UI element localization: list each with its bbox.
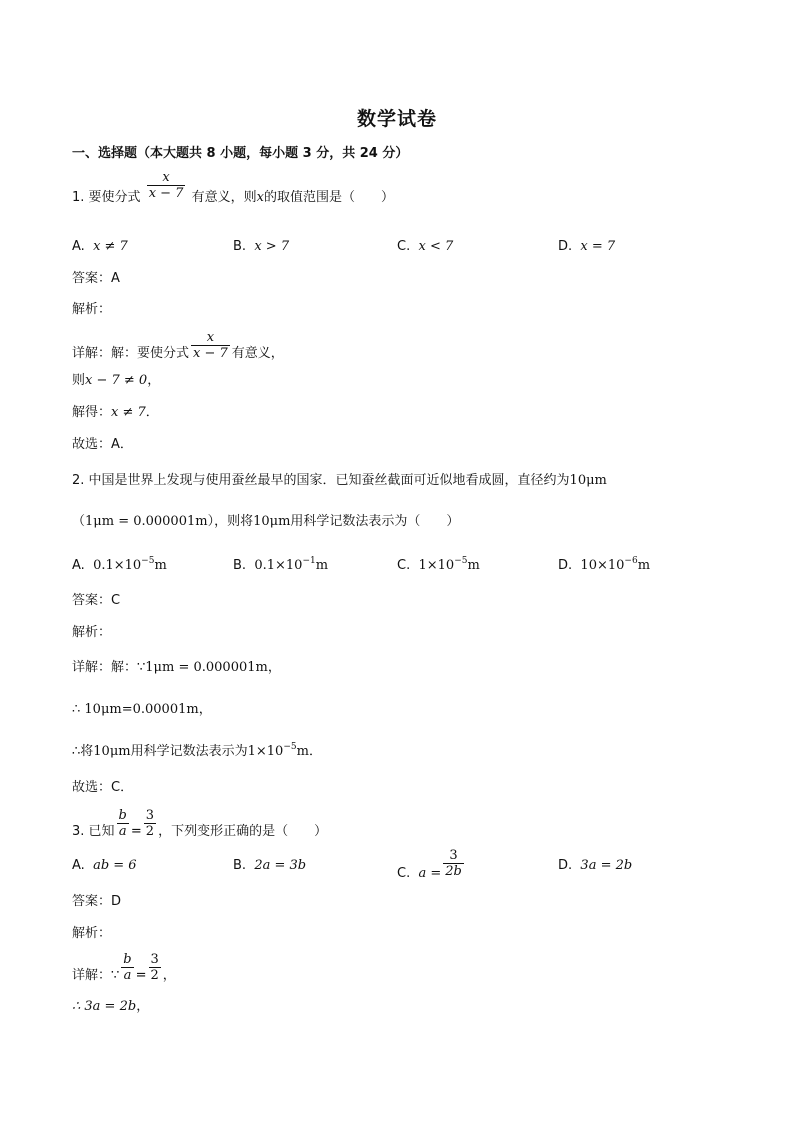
- q1-analysis-label: 解析：: [72, 302, 112, 317]
- detail-suffix: ，: [267, 660, 281, 675]
- q1-fraction-numerator: x: [147, 170, 186, 186]
- q2-choice: 故选：C．: [72, 780, 134, 795]
- q1-choice: 故选：A．: [72, 437, 133, 452]
- option-exponent: −5: [141, 556, 155, 566]
- option-c-denominator: 2b: [445, 864, 462, 879]
- q1-option-a: [72, 239, 128, 255]
- detail-equals: =: [135, 968, 147, 983]
- q1-option-c: [397, 239, 453, 255]
- q3-equals: =: [130, 824, 142, 839]
- option-exponent: −1: [302, 556, 316, 566]
- option-base: 0.1×10: [93, 558, 142, 573]
- q1-option-d: [558, 239, 615, 255]
- page-title: 数学试卷: [356, 108, 437, 130]
- q1-detail-fraction: [191, 330, 230, 361]
- option-unit: m: [154, 558, 167, 573]
- step-unit: m: [296, 744, 309, 759]
- option-label: B.: [233, 239, 247, 254]
- step-expression: ∴ 3a = 2b: [72, 999, 137, 1014]
- step-exponent: −5: [283, 742, 297, 752]
- step-text: 用科学记数法表示为: [130, 744, 248, 759]
- question-3: [72, 808, 327, 839]
- option-expression: x > 7: [254, 239, 290, 254]
- q3-detail-fraction-rhs: [149, 952, 161, 983]
- q2-paren-open: （: [72, 514, 86, 529]
- step-prefix: 解得：: [72, 405, 112, 420]
- option-unit: m: [315, 558, 329, 573]
- question-1: [72, 170, 394, 213]
- option-label: A.: [72, 239, 85, 254]
- option-exponent: −6: [624, 556, 638, 566]
- option-expression: ab = 6: [93, 858, 137, 873]
- option-label: B.: [233, 858, 247, 873]
- step-expression: x − 7 ≠ 0: [85, 373, 148, 388]
- step-suffix: ．: [308, 744, 322, 759]
- q2-expression-2: 10μm: [253, 514, 291, 529]
- q3-answer: 答案：D: [72, 894, 122, 909]
- option-expression: 2a = 3b: [254, 858, 307, 873]
- q3-step-1: [72, 999, 149, 1015]
- option-expression: x = 7: [580, 239, 616, 254]
- option-label: D.: [558, 858, 573, 873]
- question-2-line-2: [72, 514, 459, 530]
- q3-fraction-rhs: [144, 808, 156, 839]
- option-base: 10×10: [580, 558, 625, 573]
- option-label: A.: [72, 558, 85, 573]
- option-label: B.: [233, 558, 247, 573]
- q1-answer: 答案：A: [72, 271, 120, 286]
- option-label: C.: [397, 239, 411, 254]
- q1-option-b: [233, 239, 289, 255]
- q1-detail-numerator: x: [191, 330, 230, 346]
- q2-answer: 答案：C: [72, 593, 121, 608]
- q3-option-d: [558, 858, 632, 874]
- option-expression: 3a = 2b: [580, 858, 633, 873]
- option-expression: x < 7: [418, 239, 454, 254]
- question-2-line-1: [72, 473, 607, 489]
- q3-option-b: [233, 858, 306, 874]
- q1-detail-suffix: 有意义，: [231, 346, 284, 361]
- q3-option-c: [397, 848, 466, 879]
- q3-lhs-numerator: b: [118, 808, 127, 823]
- step-prefix: 则: [72, 373, 86, 388]
- detail-expression: 1μm = 0.000001m: [145, 660, 268, 675]
- option-exponent: −5: [454, 556, 468, 566]
- q1-detail-denominator: x − 7: [193, 346, 228, 361]
- q2-text-mid: ），则将: [207, 514, 254, 529]
- option-label: D.: [558, 558, 573, 573]
- option-base: 1×10: [418, 558, 455, 573]
- option-label: C.: [397, 866, 411, 881]
- step-suffix: ．: [145, 405, 159, 420]
- step-base: 1×10: [247, 744, 284, 759]
- step-suffix: ，: [198, 702, 212, 717]
- q2-analysis-label: 解析：: [72, 625, 112, 640]
- detail-prefix: 详解：∵: [72, 968, 120, 983]
- step-expression: ∴ 10μm=0.00001m: [72, 702, 199, 717]
- q1-detail-prefix: 详解：解：要使分式: [72, 346, 190, 361]
- q1-text-b: 的取值范围是（ ）: [263, 190, 394, 205]
- q2-detail: [72, 660, 281, 676]
- q2-option-a: [72, 558, 167, 575]
- detail-prefix: 详解：解：∵: [72, 660, 146, 675]
- q1-variable: x: [256, 190, 264, 205]
- q3-detail-fraction-lhs: [121, 952, 133, 983]
- option-expression: x ≠ 7: [93, 239, 128, 254]
- q3-option-a: [72, 858, 137, 874]
- q3-option-c-fraction: [443, 848, 464, 879]
- q1-fraction: [147, 170, 186, 201]
- q2-option-b: [233, 558, 328, 575]
- q1-detail: [72, 330, 284, 361]
- detail-lhs-denominator: a: [123, 968, 132, 983]
- q3-fraction-lhs: [117, 808, 129, 839]
- detail-suffix: ，: [162, 968, 176, 983]
- q1-fraction-denominator: x − 7: [148, 186, 184, 201]
- option-label: C.: [397, 558, 411, 573]
- option-label: A.: [72, 858, 85, 873]
- q1-step-1: [72, 373, 160, 389]
- option-label: D.: [558, 239, 573, 254]
- detail-rhs-denominator: 2: [150, 968, 159, 983]
- option-c-numerator: 3: [443, 848, 464, 864]
- step-prefix: ∴将: [72, 744, 94, 759]
- q3-rhs-denominator: 2: [145, 824, 155, 839]
- option-base: 0.1×10: [254, 558, 303, 573]
- q2-expression: 10μm: [569, 473, 607, 488]
- q2-text: 2. 中国是世界上发现与使用蚕丝最早的国家．已知蚕丝截面可近似地看成圆，直径约为: [72, 473, 570, 488]
- q2-text-end: 用科学记数法表示为（ ）: [290, 514, 460, 529]
- q3-prefix: 3. 已知: [72, 824, 115, 839]
- step-expression: x ≠ 7: [111, 405, 146, 420]
- option-unit: m: [637, 558, 651, 573]
- q2-option-d: [558, 558, 650, 575]
- q1-step-2: [72, 405, 159, 421]
- q3-analysis-label: 解析：: [72, 926, 112, 941]
- q1-prefix: 1. 要使分式: [72, 190, 141, 205]
- q1-text-a: 有意义，则: [191, 190, 257, 205]
- section-heading: 一、选择题（本大题共 8 小题，每小题 3 分，共 24 分）: [72, 146, 409, 161]
- step-expression: 10μm: [93, 744, 131, 759]
- detail-lhs-numerator: b: [123, 952, 132, 967]
- q3-suffix: ，下列变形正确的是（ ）: [158, 824, 328, 839]
- q3-detail: [72, 952, 176, 983]
- q2-step-1: [72, 702, 212, 718]
- q3-lhs-denominator: a: [118, 824, 127, 839]
- step-suffix: ，: [136, 999, 150, 1014]
- q2-step-2: [72, 744, 322, 761]
- q2-option-c: [397, 558, 480, 575]
- q2-unit-definition: 1μm = 0.000001m: [85, 514, 208, 529]
- option-expression: a =: [418, 866, 442, 881]
- step-suffix: ，: [147, 373, 161, 388]
- q3-rhs-numerator: 3: [145, 808, 155, 823]
- option-unit: m: [467, 558, 480, 573]
- detail-rhs-numerator: 3: [150, 952, 159, 967]
